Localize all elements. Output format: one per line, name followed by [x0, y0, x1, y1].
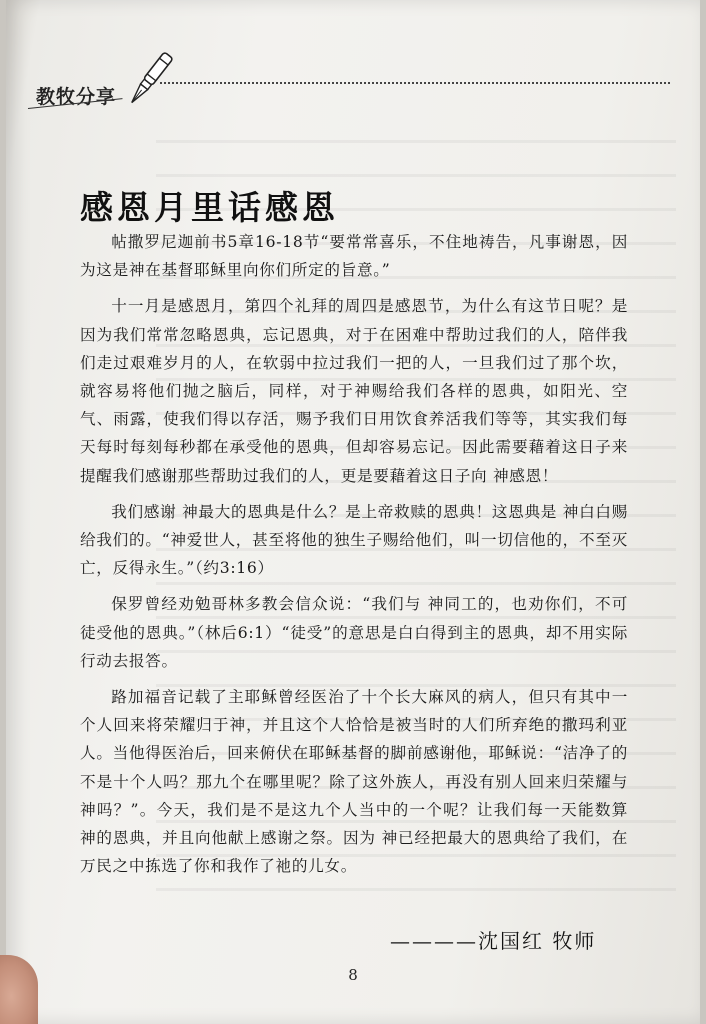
article-title: 感恩月里话感恩 — [80, 188, 339, 228]
paragraph: 保罗曾经劝勉哥林多教会信众说：“我们与 神同工的，也劝你们，不可徒受他的恩典。”（林后6:1）“徒受”的意思是白白得到主的恩典，却不用实际行动去报答。 — [80, 595, 628, 670]
author-signature: ————沈国红 牧师 — [390, 929, 597, 953]
fountain-pen-icon — [118, 46, 178, 116]
section-header — [28, 48, 678, 108]
page-number: 8 — [348, 966, 358, 984]
paragraph: 十一月是感恩月，第四个礼拜的周四是感恩节，为什么有这节日呢？是因为我们常常忽略恩典，忘记恩典，对于在困难中帮助过我们的人，陪伴我们走过艰难岁月的人，在软弱中拉过我们一把的人，一旦我们过了那个坎，就容易将他们抛之脑后，同样，对于神赐给我们各样的恩典，如阳光、空气、雨露，使我们得以存活，赐予我们日用饮食养活我们等等，其实我们每天每时每刻每秒都在承受他的恩典，但却容易忘记。因此需要藉着这日子来提醒我们感谢那些帮助过我们的人，更是要藉着这日子向 神感恩！ — [80, 297, 628, 485]
paragraph: 路加福音记载了主耶稣曾经医治了十个长大麻风的病人，但只有其中一个人回来将荣耀归于神，并且这个人恰恰是被当时的人们所弃绝的撒玛利亚人。当他得医治后，回来俯伏在耶稣基督的脚前感谢他，耶稣说：“洁净了的不是十个人吗？那九个在哪里呢？除了这外族人，再没有别人回来归荣耀与 神吗？”。今天，我们是不是这九个人当中的一个呢？让我们每一天能数算 神的恩典，并且向他献上感谢之祭。因为 神已经把最大的恩典给了我们，在万民之中拣选了你和我作了祂的儿女。 — [80, 688, 628, 876]
article-body — [80, 228, 628, 888]
paragraph: 我们感谢 神最大的恩典是什么？是上帝救赎的恩典！这恩典是 神白白赐给我们的。“神爱世人，甚至将他的独生子赐给他们，叫一切信他的，不至灭亡，反得永生。”（约3:16） — [80, 502, 628, 578]
header-dotted-rule — [160, 82, 670, 84]
book-page — [6, 0, 700, 1024]
paragraph: 帖撒罗尼迦前书5章16-18节“要常常喜乐，不住地祷告，凡事谢恩，因为这是神在基督耶稣里向你们所定的旨意。” — [80, 233, 628, 280]
section-label: 教牧分享 — [36, 86, 117, 108]
